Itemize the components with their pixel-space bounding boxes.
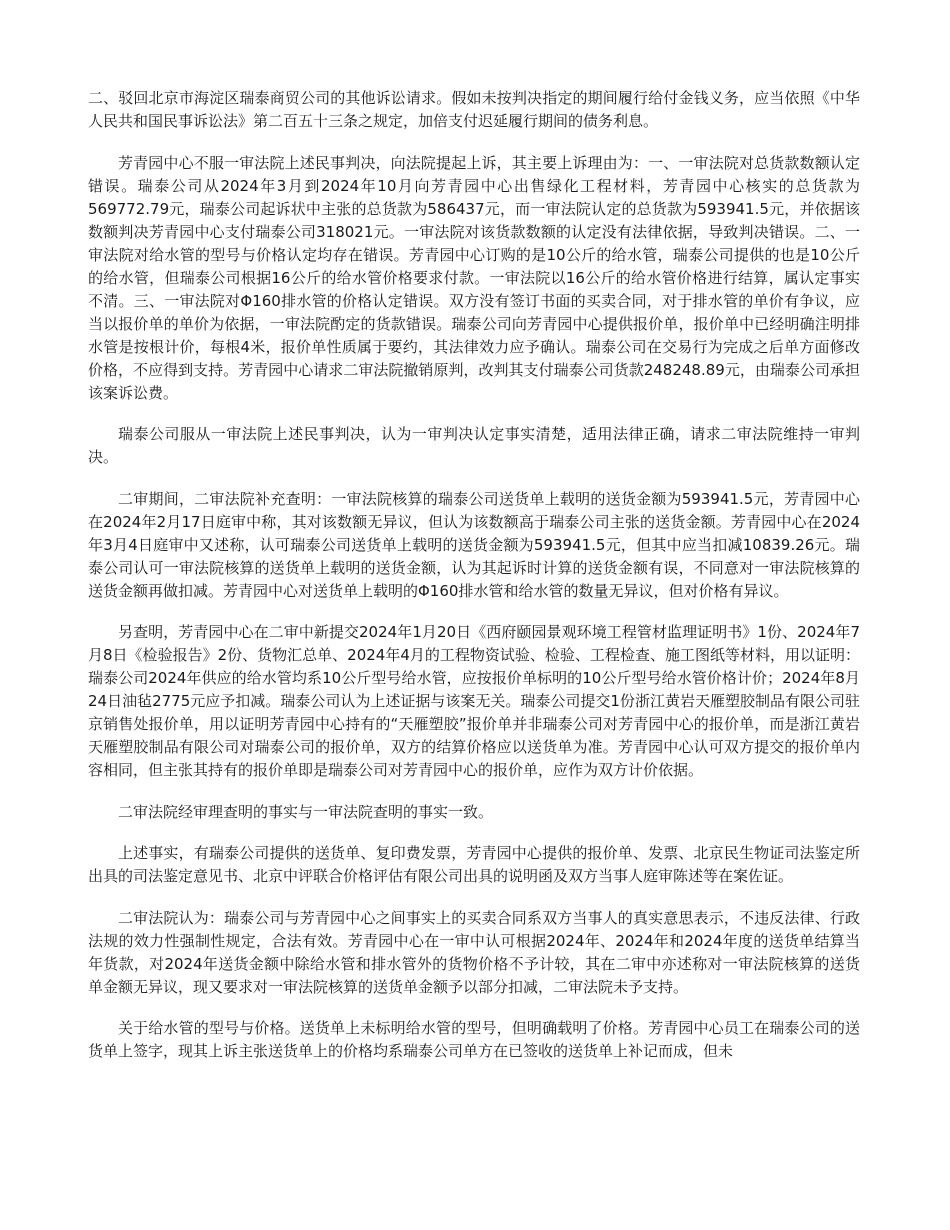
paragraph-7: 上述事实，有瑞泰公司提供的送货单、复印费发票，芳青园中心提供的报价单、发票、北京民生物证司法鉴定所出具的司法鉴定意见书、北京中评联合价格评估有限公司出具的说明函及双方当事人庭审陈述等在案佐证。: [88, 844, 860, 885]
paragraph-8: 二审法院认为：瑞泰公司与芳青园中心之间事实上的买卖合同系双方当事人的真实意思表示，不违反法律、行政法规的效力性强制性规定，合法有效。芳青园中心在一审中认可根据2024年、2024年和2024年度的送货单结算当年货款，对2024年送货金额中除给水管和排水管外的货物价格不予计较，其在二审中亦述称对一审法院核算的送货单金额无异议，现又要求对一审法院核算的送货单金额予以部分扣减，二审法院未予支持。: [88, 908, 860, 996]
paragraph-3: 瑞泰公司服从一审法院上述民事判决，认为一审判决认定事实清楚，适用法律正确，请求二审法院维持一审判决。: [88, 425, 860, 466]
paragraph-5: 另查明，芳青园中心在二审中新提交2024年1月20日《西府颐园景观环境工程管材监理证明书》1份、2024年7月8日《检验报告》2份、货物汇总单、2024年4月的工程物资试验、检验、工程检查、施工图纸等材料，用以证明：瑞泰公司2024年供应的给水管均系10公斤型号给水管，应按报价单标明的10公斤型号给水管价格计价；2024年8月24日油毡2775元应予扣减。瑞泰公司认为上述证据与该案无关。瑞泰公司提交1份浙江黄岩天雁塑胶制品有限公司驻京销售处报价单，用以证明芳青园中心持有的“天雁塑胶”报价单并非瑞泰公司对芳青园中心的报价单，而是浙江黄岩天雁塑胶制品有限公司对瑞泰公司的报价单，双方的结算价格应以送货单为准。芳青园中心认可双方提交的报价单内容相同，但主张其持有的报价单即是瑞泰公司对芳青园中心的报价单，应作为双方计价依据。: [88, 623, 860, 779]
paragraph-6: 二审法院经审理查明的事实与一审法院查明的事实一致。: [118, 802, 494, 821]
paragraph-1: 二、驳回北京市海淀区瑞泰商贸公司的其他诉讼请求。假如未按判决指定的期间履行给付金钱义务，应当依照《中华人民共和国民事诉讼法》第二百五十三条之规定，加倍支付迟延履行期间的债务利息。: [88, 89, 860, 130]
paragraph-2: 芳青园中心不服一审法院上述民事判决，向法院提起上诉，其主要上诉理由为：一、一审法院对总货款数额认定错误。瑞泰公司从2024年3月到2024年10月向芳青园中心出售绿化工程材料，芳青园中心核实的总货款为569772.79元，瑞泰公司起诉状中主张的总货款为586437元，而一审法院认定的总货款为593941.5元，并依据该数额判决芳青园中心支付瑞泰公司318021元。一审法院对该货款数额的认定没有法律依据，导致判决错误。二、一审法院对给水管的型号与价格认定均存在错误。芳青园中心订购的是10公斤的给水管，瑞泰公司提供的也是10公斤的给水管，但瑞泰公司根据16公斤的给水管价格要求付款。一审法院以16公斤的给水管价格进行结算，属认定事实不清。三、一审法院对Φ160排水管的价格认定错误。双方没有签订书面的买卖合同，对于排水管的单价有争议，应当以报价单的单价为依据，一审法院酌定的货款错误。瑞泰公司向芳青园中心提供报价单，报价单中已经明确注明排水管是按根计价，每根4米，报价单性质属于要约，其法律效力应予确认。瑞泰公司在交易行为完成之后单方面修改价格，不应得到支持。芳青园中心请求二审法院撤销原判，改判其支付瑞泰公司货款248248.89元，由瑞泰公司承担该案诉讼费。: [88, 153, 860, 402]
paragraph-9: 关于给水管的型号与价格。送货单上未标明给水管的型号，但明确载明了价格。芳青园中心员工在瑞泰公司的送货单上签字，现其上诉主张送货单上的价格均系瑞泰公司单方在已签收的送货单上补记而成，但未: [88, 1019, 860, 1060]
document-body: [88, 87, 860, 1082]
paragraph-4: 二审期间，二审法院补充查明：一审法院核算的瑞泰公司送货单上载明的送货金额为593941.5元，芳青园中心在2024年2月17日庭审中称，其对该数额无异议，但认为该数额高于瑞泰公司主张的送货金额。芳青园中心在2024年3月4日庭审中又述称，认可瑞泰公司送货单上载明的送货金额为593941.5元，但其中应当扣减10839.26元。瑞泰公司认可一审法院核算的送货单上载明的送货金额，认为其起诉时计算的送货金额有误，不同意对一审法院核算的送货金额再做扣减。芳青园中心对送货单上载明的Φ160排水管和给水管的数量无异议，但对价格有异议。: [88, 489, 860, 600]
